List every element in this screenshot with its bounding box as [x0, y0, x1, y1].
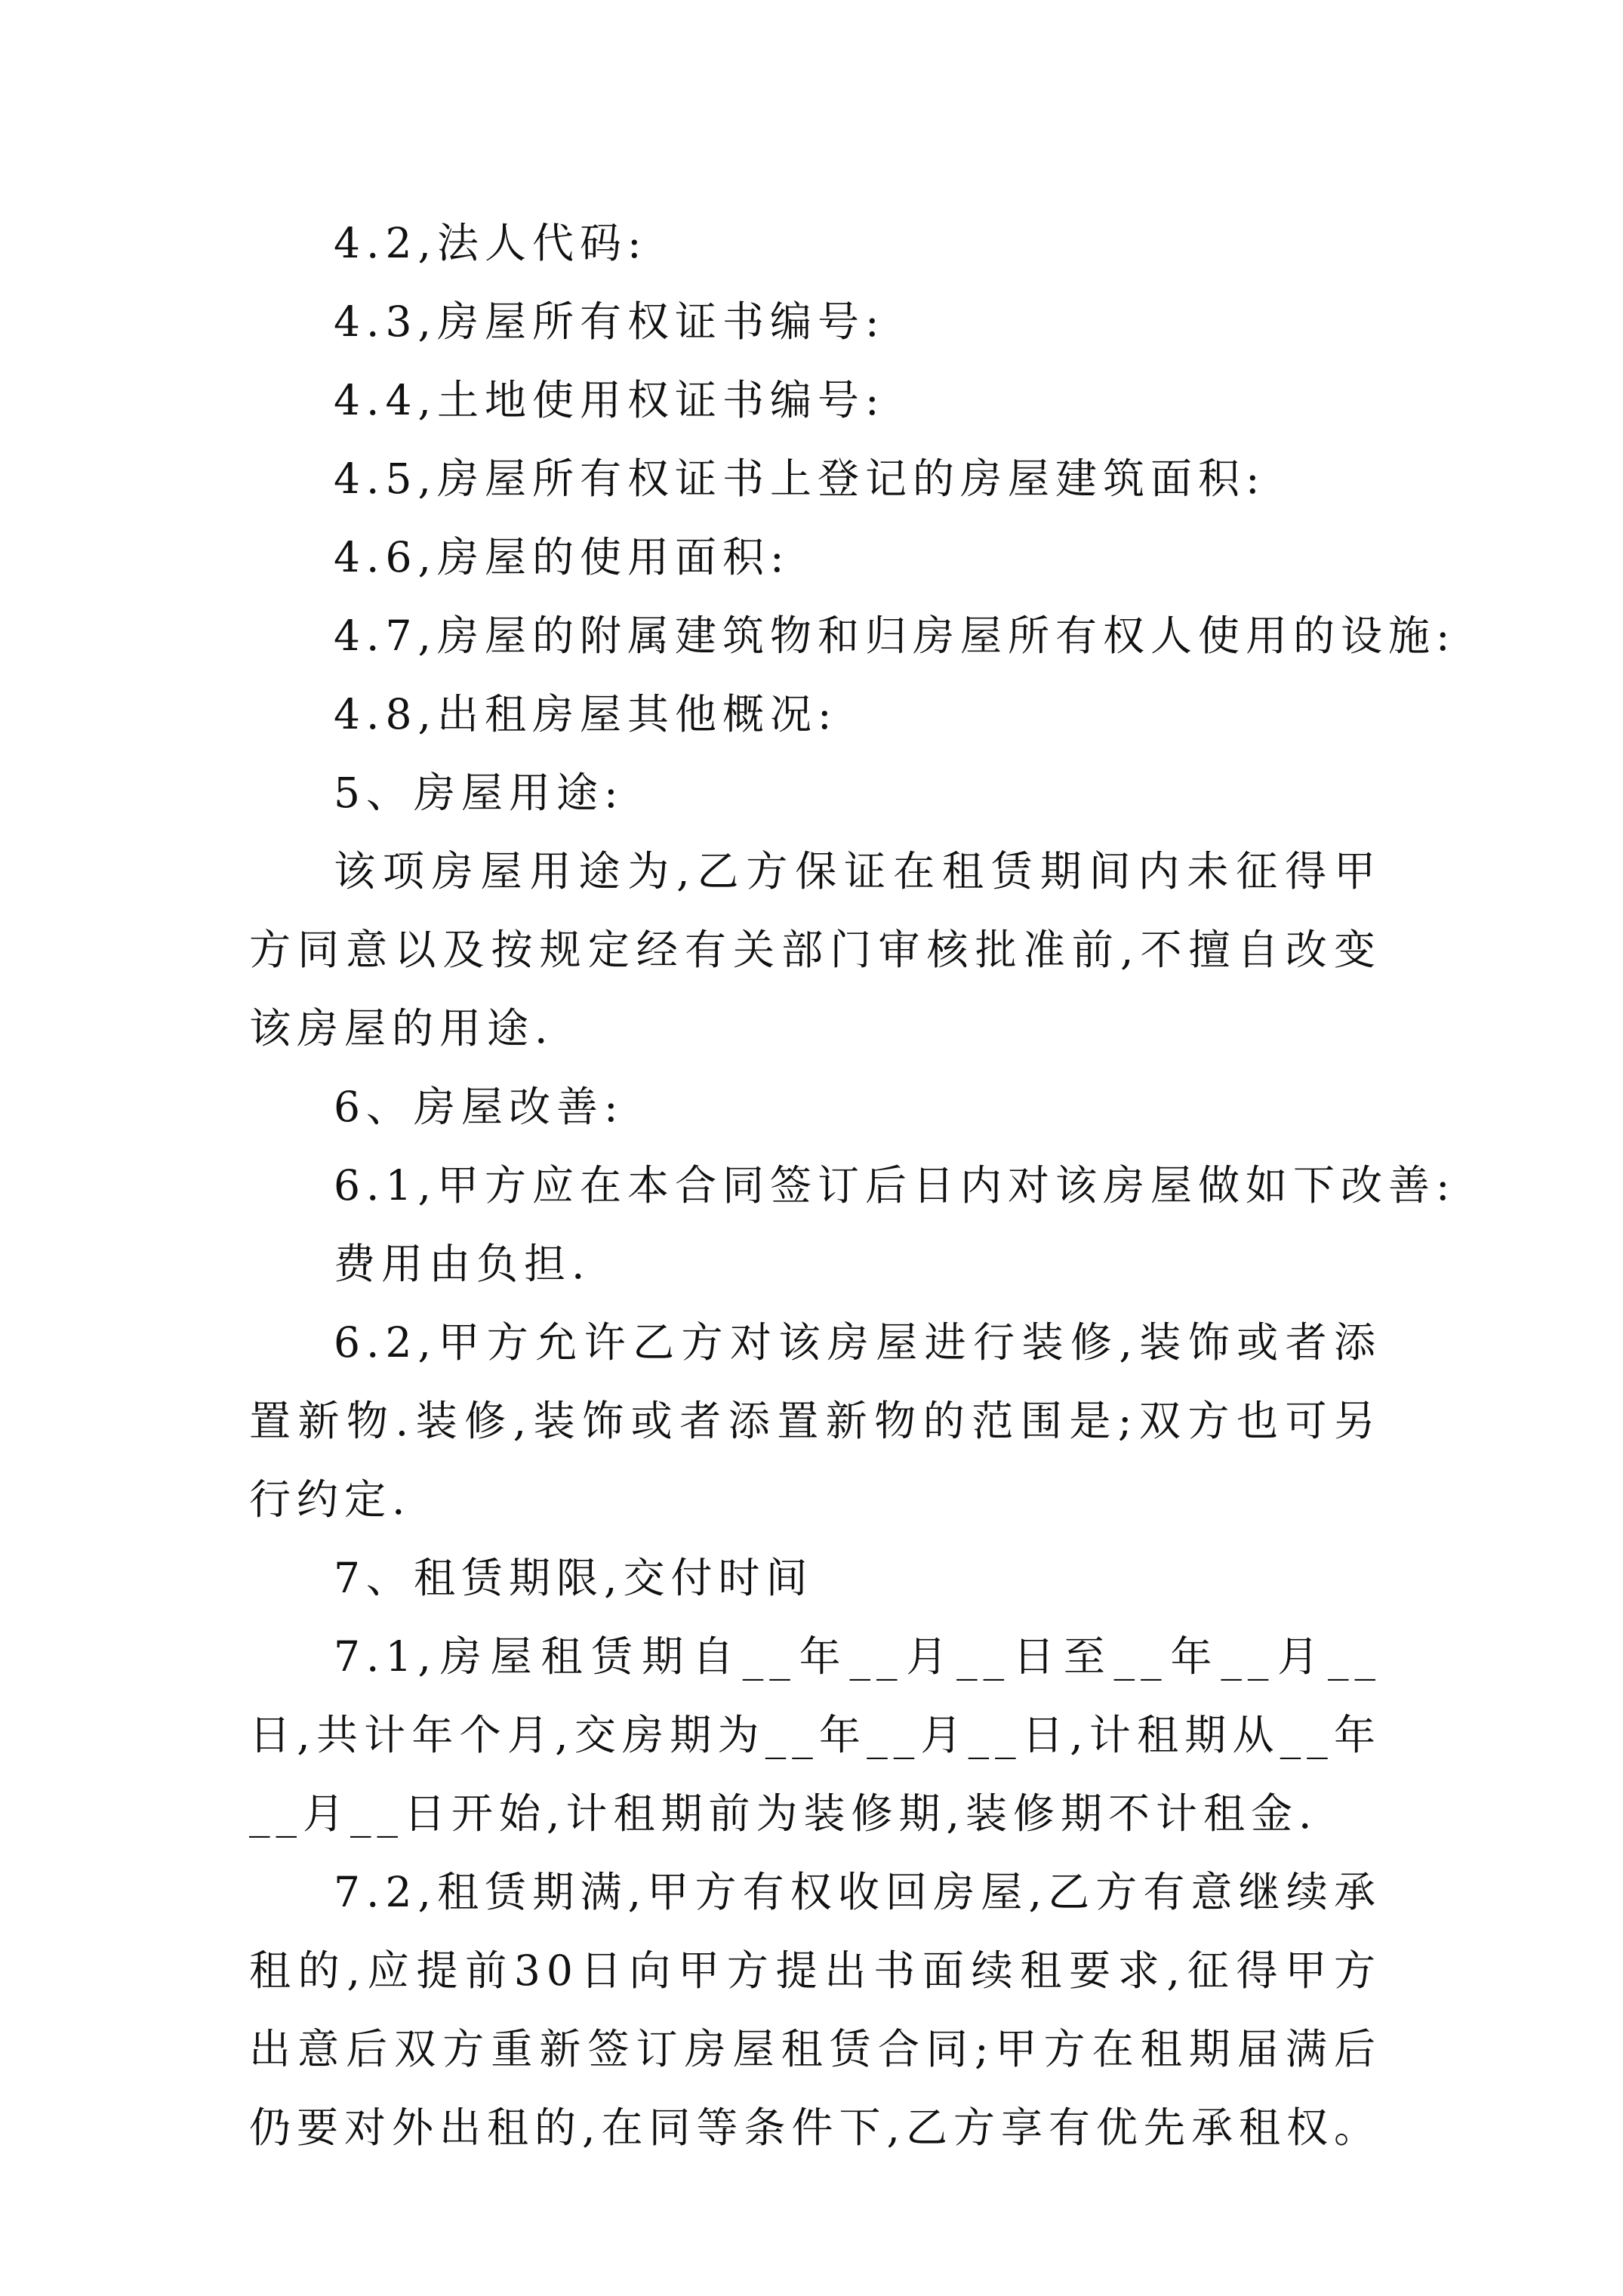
item-4-4: 4.4,土地使用权证书编号:	[334, 376, 885, 424]
heading-6-improvement: 6、房屋改善:	[334, 1083, 624, 1131]
paragraph-7-1: 7.1,房屋租赁期自__年__月__日至__年__月__日,共计年个月,交房期为__年__月__日,计租期从__年__月__日开始,计租期前为装修期,装修期不计租金.	[249, 1632, 1381, 1838]
item-4-8: 4.8,出租房屋其他概况:	[334, 690, 838, 738]
paragraph-6-2: 6.2,甲方允许乙方对该房屋进行装修,装饰或者添置新物.装修,装饰或者添置新物的范围是;双方也可另行约定.	[249, 1318, 1381, 1524]
item-4-3: 4.3,房屋所有权证书编号:	[334, 297, 885, 346]
item-6-1-cost: 费用由负担.	[334, 1240, 591, 1288]
paragraph-5-usage: 该项房屋用途为,乙方保证在租赁期间内未征得甲方同意以及按规定经有关部门审核批准前,不擅自改变该房屋的用途.	[249, 847, 1381, 1052]
item-4-5: 4.5,房屋所有权证书上登记的房屋建筑面积:	[334, 455, 1266, 503]
document-body	[249, 204, 1456, 2167]
item-6-1: 6.1,甲方应在本合同签订后日内对该房屋做如下改善:	[334, 1161, 1456, 1210]
heading-5-usage: 5、房屋用途:	[334, 769, 624, 817]
heading-7-term: 7、租赁期限,交付时间	[334, 1554, 814, 1602]
item-4-7: 4.7,房屋的附属建筑物和归房屋所有权人使用的设施:	[334, 612, 1456, 660]
paragraph-7-2: 7.2,租赁期满,甲方有权收回房屋,乙方有意继续承租的,应提前30日向甲方提出书面续租要求,征得甲方出意后双方重新签订房屋租赁合同;甲方在租期届满后仍要对外出租的,在同等条件下,乙方享有优先承租权。	[249, 1868, 1381, 2152]
item-4-2: 4.2,法人代码:	[334, 219, 648, 267]
item-4-6: 4.6,房屋的使用面积:	[334, 533, 790, 581]
